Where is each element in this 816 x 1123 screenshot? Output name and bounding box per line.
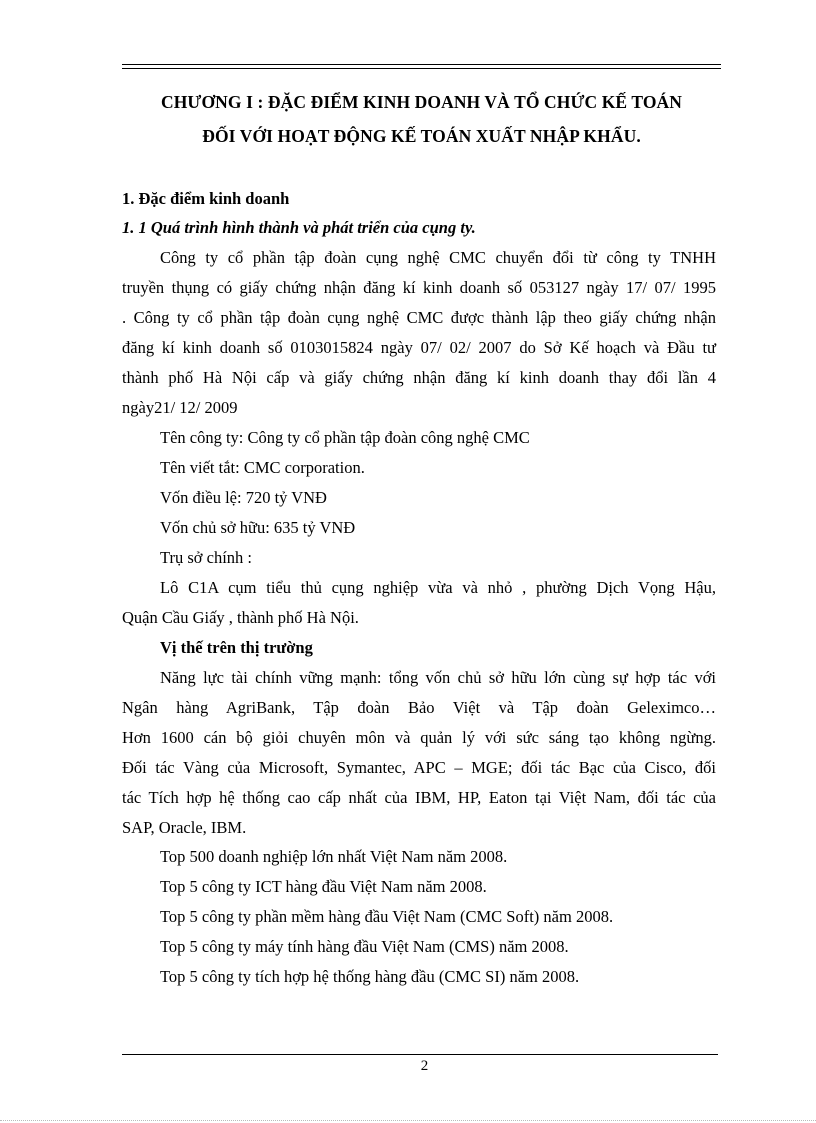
company-name: Tên công ty: Công ty cổ phần tập đoàn công nghệ CMC	[160, 428, 530, 447]
ranking-item: Top 5 công ty máy tính hàng đầu Việt Nam (CMS) năm 2008.	[160, 937, 569, 956]
header-rule	[122, 64, 721, 65]
ranking-item: Top 5 công ty tích hợp hệ thống hàng đầu (CMC SI) năm 2008.	[160, 967, 580, 986]
ranking-item: Top 5 công ty phần mềm hàng đầu Việt Nam (CMC Soft) năm 2008.	[160, 907, 614, 926]
page-number: 2	[420, 1058, 429, 1074]
headquarters-label: Trụ sở chính :	[160, 548, 253, 567]
header-rule-thin	[122, 68, 721, 69]
subsection-heading: 1. 1 Quá trình hình thành và phát triển của cụng ty.	[122, 218, 476, 237]
paragraph-line: Hơn 1600 cán bộ giỏi chuyên môn và quản lý với sức sáng tạo không ngừng.	[122, 728, 716, 747]
paragraph-line: tác Tích hợp hệ thống cao cấp nhất của IBM, HP, Eaton tại Việt Nam, đối tác của	[122, 788, 716, 807]
paragraph-line: truyền thụng có giấy chứng nhận đăng kí kinh doanh số 053127 ngày 17/ 07/ 1995	[122, 278, 716, 297]
paragraph-line: . Công ty cổ phần tập đoàn cụng nghệ CMC được thành lập theo giấy chứng nhận	[122, 308, 716, 327]
chapter-title-line1: CHƯƠNG I : ĐẶC ĐIỂM KINH DOANH VÀ TỔ CHỨC KẾ TOÁN	[160, 92, 683, 112]
paragraph-line: ngày21/ 12/ 2009	[122, 398, 238, 417]
paragraph-line: SAP, Oracle, IBM.	[122, 818, 247, 837]
charter-capital: Vốn điều lệ: 720 tỷ VNĐ	[160, 488, 327, 507]
ranking-item: Top 5 công ty ICT hàng đầu Việt Nam năm 2008.	[160, 877, 487, 896]
paragraph-line: Đối tác Vàng của Microsoft, Symantec, APC – MGE; đối tác Bạc của Cisco, đối	[122, 758, 716, 777]
ranking-item: Top 500 doanh nghiệp lớn nhất Việt Nam năm 2008.	[160, 847, 508, 866]
section-heading: 1. Đặc điểm kinh doanh	[122, 189, 290, 208]
paragraph-line: đăng kí kinh doanh số 0103015824 ngày 07/ 02/ 2007 do Sở Kế hoạch và Đầu tư	[122, 338, 716, 357]
address-line: Lô C1A cụm tiểu thủ cụng nghiệp vừa và nhỏ , phường Dịch Vọng Hậu,	[160, 578, 716, 597]
market-position-heading: Vị thế trên thị trường	[160, 638, 313, 657]
paragraph-line: thành phố Hà Nội cấp và giấy chứng nhận đăng kí kinh doanh thay đổi lần 4	[122, 368, 716, 387]
paragraph-line: Năng lực tài chính vững mạnh: tổng vốn chủ sở hữu lớn cùng sự hợp tác với	[160, 668, 716, 687]
address-line: Quận Cầu Giấy , thành phố Hà Nội.	[122, 608, 359, 627]
page-break-line	[0, 1120, 816, 1121]
short-name: Tên viết tắt: CMC corporation.	[160, 458, 365, 477]
paragraph-line: Ngân hàng AgriBank, Tập đoàn Bảo Việt và Tập đoàn Geleximco…	[122, 698, 716, 717]
footer-rule	[122, 1054, 718, 1055]
chapter-title-line2: ĐỐI VỚI HOẠT ĐỘNG KẾ TOÁN XUẤT NHẬP KHẨU.	[202, 126, 641, 146]
equity: Vốn chủ sở hữu: 635 tỷ VNĐ	[160, 518, 356, 537]
paragraph-line: Công ty cổ phần tập đoàn cụng nghệ CMC chuyển đổi từ công ty TNHH	[160, 248, 716, 267]
